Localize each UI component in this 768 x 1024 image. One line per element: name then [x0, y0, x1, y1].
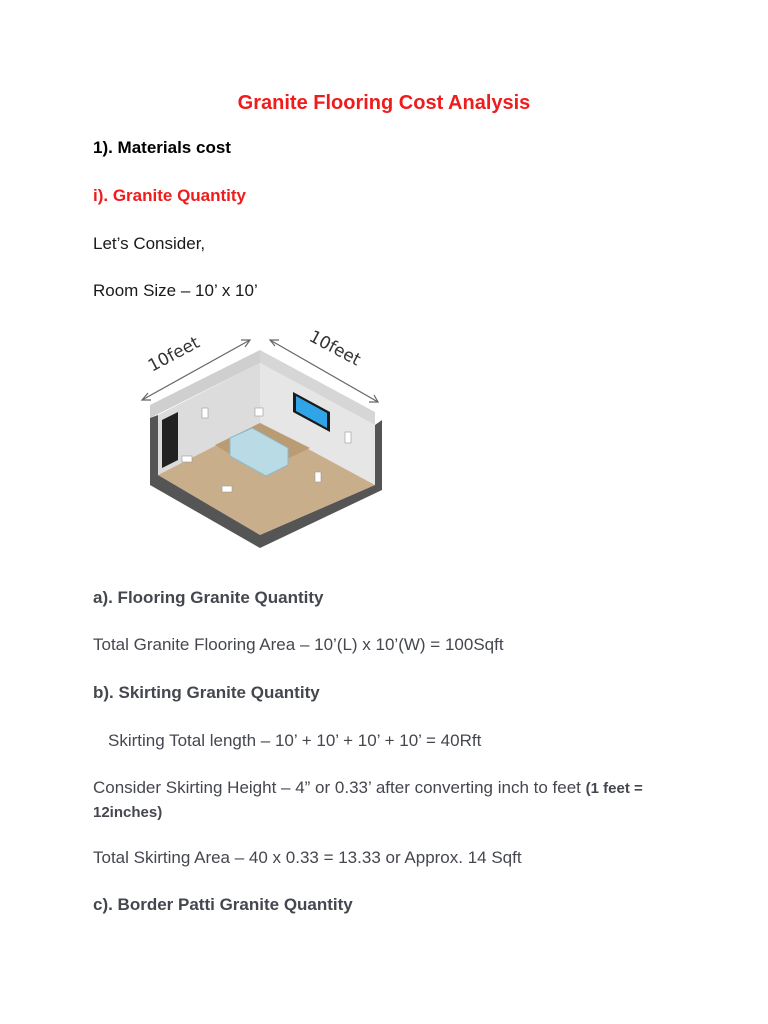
wall-outlet: [345, 432, 351, 443]
dimension-label-left: 10feet: [144, 332, 204, 377]
flooring-area-text: Total Granite Flooring Area – 10’(L) x 10’(W) = 100Sqft: [93, 635, 504, 654]
conversion-note: (1 feet = 12inches): [93, 780, 643, 821]
page-title: Granite Flooring Cost Analysis: [237, 92, 531, 114]
dimension-label-right: 10feet: [305, 326, 364, 371]
heading-skirting-quantity: b). Skirting Granite Quantity: [93, 683, 320, 702]
floor-vent: [315, 472, 321, 482]
room-illustration: [130, 320, 390, 550]
floor-vent: [222, 486, 232, 492]
consider-text: Let’s Consider,: [93, 234, 206, 253]
wall-speaker: [255, 408, 263, 416]
heading-flooring-quantity: a). Flooring Granite Quantity: [93, 588, 324, 607]
wall-outlet: [202, 408, 208, 418]
skirting-area-text: Total Skirting Area – 40 x 0.33 = 13.33 or Approx. 14 Sqft: [93, 848, 522, 867]
room-size-text: Room Size – 10’ x 10’: [93, 281, 258, 300]
subsection-granite-quantity: i). Granite Quantity: [93, 186, 247, 205]
section-materials-cost: 1). Materials cost: [93, 138, 231, 157]
heading-border-patti-quantity: c). Border Patti Granite Quantity: [93, 895, 353, 914]
door: [162, 412, 178, 468]
skirting-height-paragraph: [93, 776, 693, 825]
floor-vent: [182, 456, 192, 462]
room-sketch: [130, 320, 390, 550]
skirting-length-text: Skirting Total length – 10’ + 10’ + 10’ + 10’ = 40Rft: [108, 731, 482, 750]
skirting-height-text: Consider Skirting Height – 4” or 0.33’ after converting inch to feet: [93, 778, 586, 797]
